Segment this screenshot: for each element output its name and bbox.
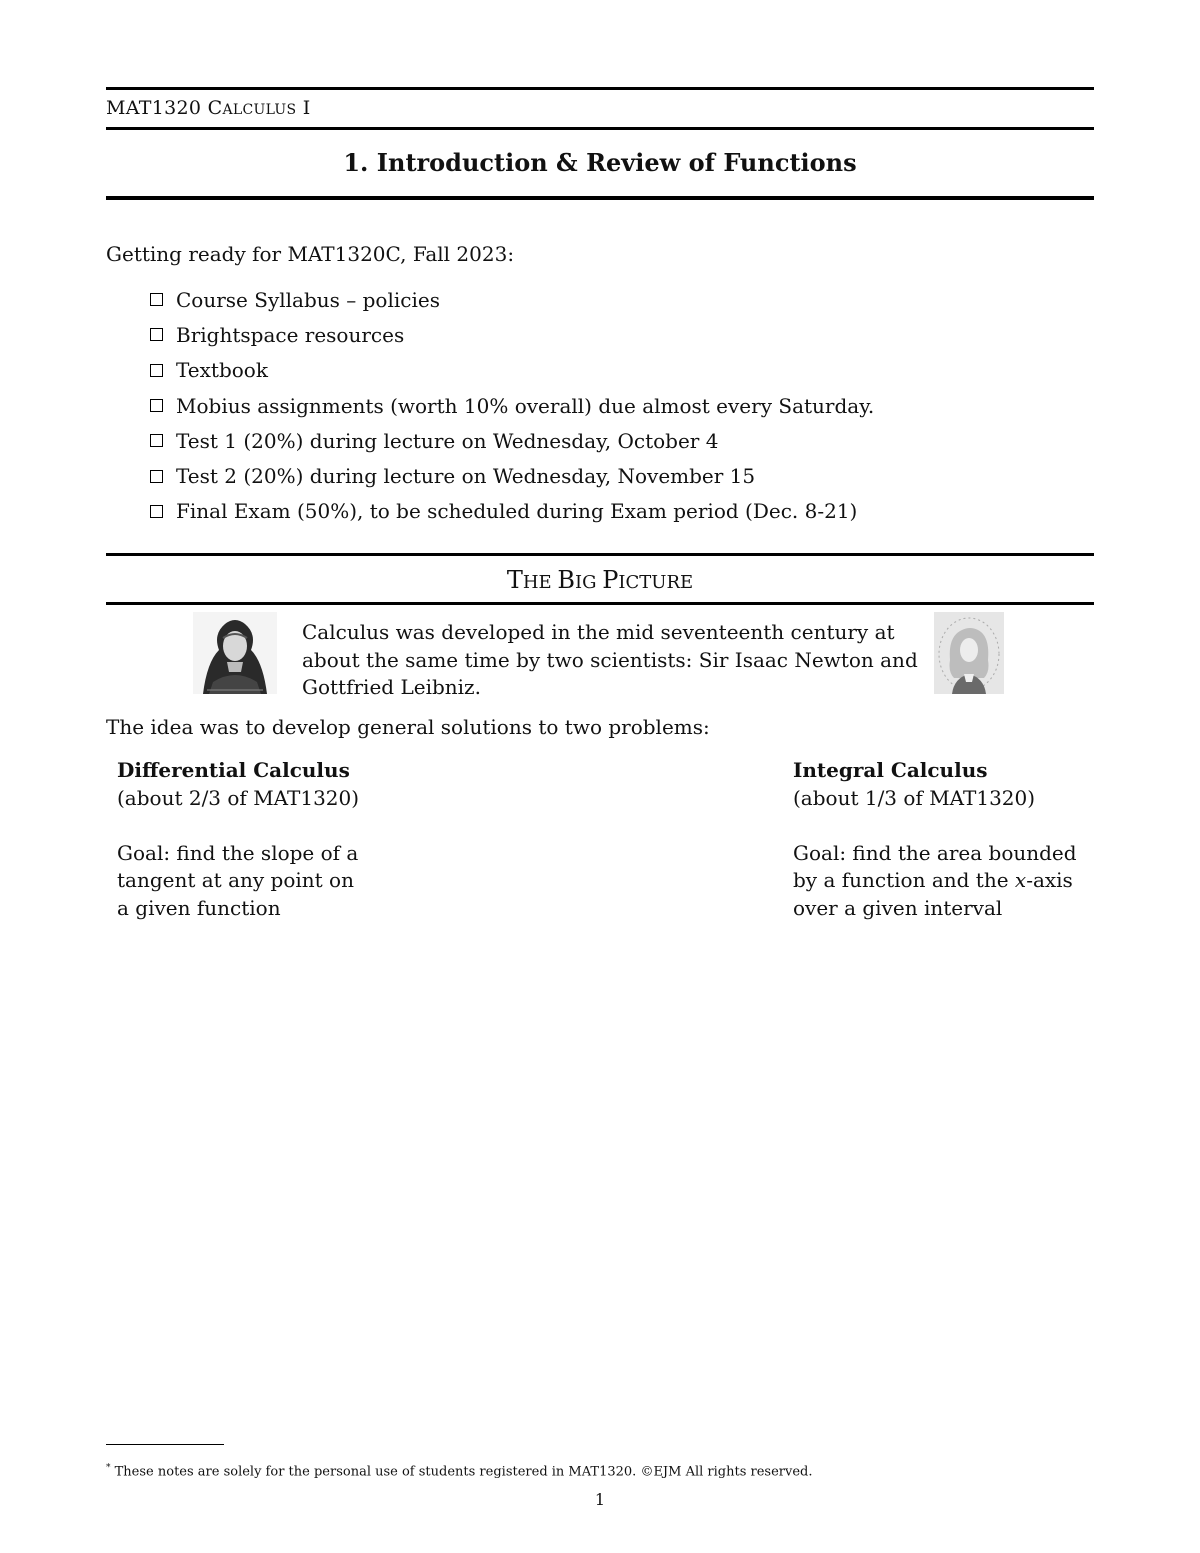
checklist-item-label: Final Exam (50%), to be scheduled during Exam period (Dec. 8-21) [176,499,858,524]
section-title [106,566,1094,594]
checklist-item-label: Test 2 (20%) during lecture on Wednesday, November 15 [176,464,756,489]
differential-calculus-heading: Differential Calculus [117,758,350,782]
history-paragraph: Calculus was developed in the mid seventeenth century at about the same time by two scientists: Sir Isaac Newton and Gottfried Leibniz. [302,620,918,699]
footnote-marker: * [106,1463,111,1473]
header-mid-rule [106,127,1094,130]
section-title-part: IG [575,572,603,593]
idea-sentence: The idea was to develop general solutions to two problems: [106,715,710,739]
course-header [106,97,311,119]
checkbox-icon [150,328,163,341]
integral-calculus-goal-line [793,867,1093,895]
checklist-item-label: Test 1 (20%) during lecture on Wednesday, October 4 [176,428,719,453]
differential-calculus-share: (about 2/3 of MAT1320) [117,785,360,810]
integral-calculus-column [793,757,1093,922]
page-number: 1 [594,1490,606,1509]
checkbox-icon [150,505,163,518]
header-top-rule [106,87,1094,90]
integral-calculus-goal-line: Goal: find the area bounded [793,840,1077,865]
section-title-part: HE [522,572,558,593]
footnote-rule [106,1444,224,1445]
newton-portrait [934,612,1004,694]
goal-text: -axis [1026,868,1073,892]
integral-calculus-heading: Integral Calculus [793,758,988,782]
checkbox-icon [150,293,163,306]
checklist-item [150,423,874,458]
section-title-part: B [557,566,576,594]
math-variable: x [1014,868,1027,892]
differential-calculus-goal-line: a given function [117,895,281,920]
footnote-text: These notes are solely for the personal use of students registered in MAT1320. ©EJM All rights reserved. [110,1464,813,1480]
section-title-part: P [602,566,619,594]
checkbox-icon [150,434,163,447]
chapter-title: 1. Introduction & Review of Functions [343,148,857,177]
section-bottom-rule [106,602,1094,605]
checkbox-icon [150,470,163,483]
checklist-item-label: Textbook [176,358,268,383]
checklist-item-label: Brightspace resources [176,322,405,347]
course-name-numeral: I [296,97,311,119]
checkbox-icon [150,399,163,412]
section-title-part: ICTURE [618,572,694,593]
integral-calculus-share: (about 1/3 of MAT1320) [793,785,1036,810]
leibniz-portrait [193,612,277,694]
checklist [150,282,874,529]
integral-calculus-goal-line: over a given interval [793,895,1003,920]
checklist-item [150,388,874,423]
checklist-item [150,458,874,493]
differential-calculus-goal-line: tangent at any point on [117,868,354,892]
checklist-item [150,353,874,388]
course-name-initial: C [207,97,223,119]
chapter-bottom-rule [106,196,1094,200]
checklist-item [150,317,874,352]
differential-calculus-goal-line: Goal: find the slope of a [117,840,359,865]
course-name-rest: ALCULUS [222,102,297,118]
checklist-item [150,494,874,529]
checklist-item [150,282,874,317]
checkbox-icon [150,364,163,377]
differential-calculus-column [117,757,437,922]
goal-text: by a function and the [793,868,1015,892]
footnote [106,1463,813,1479]
checklist-item-label: Course Syllabus – policies [176,287,440,312]
getting-ready-intro: Getting ready for MAT1320C, Fall 2023: [106,242,515,266]
section-top-rule [106,553,1094,556]
course-code: MAT1320 [106,97,208,119]
checklist-item-label: Mobius assignments (worth 10% overall) due almost every Saturday. [176,393,875,418]
section-title-part: T [506,566,523,594]
